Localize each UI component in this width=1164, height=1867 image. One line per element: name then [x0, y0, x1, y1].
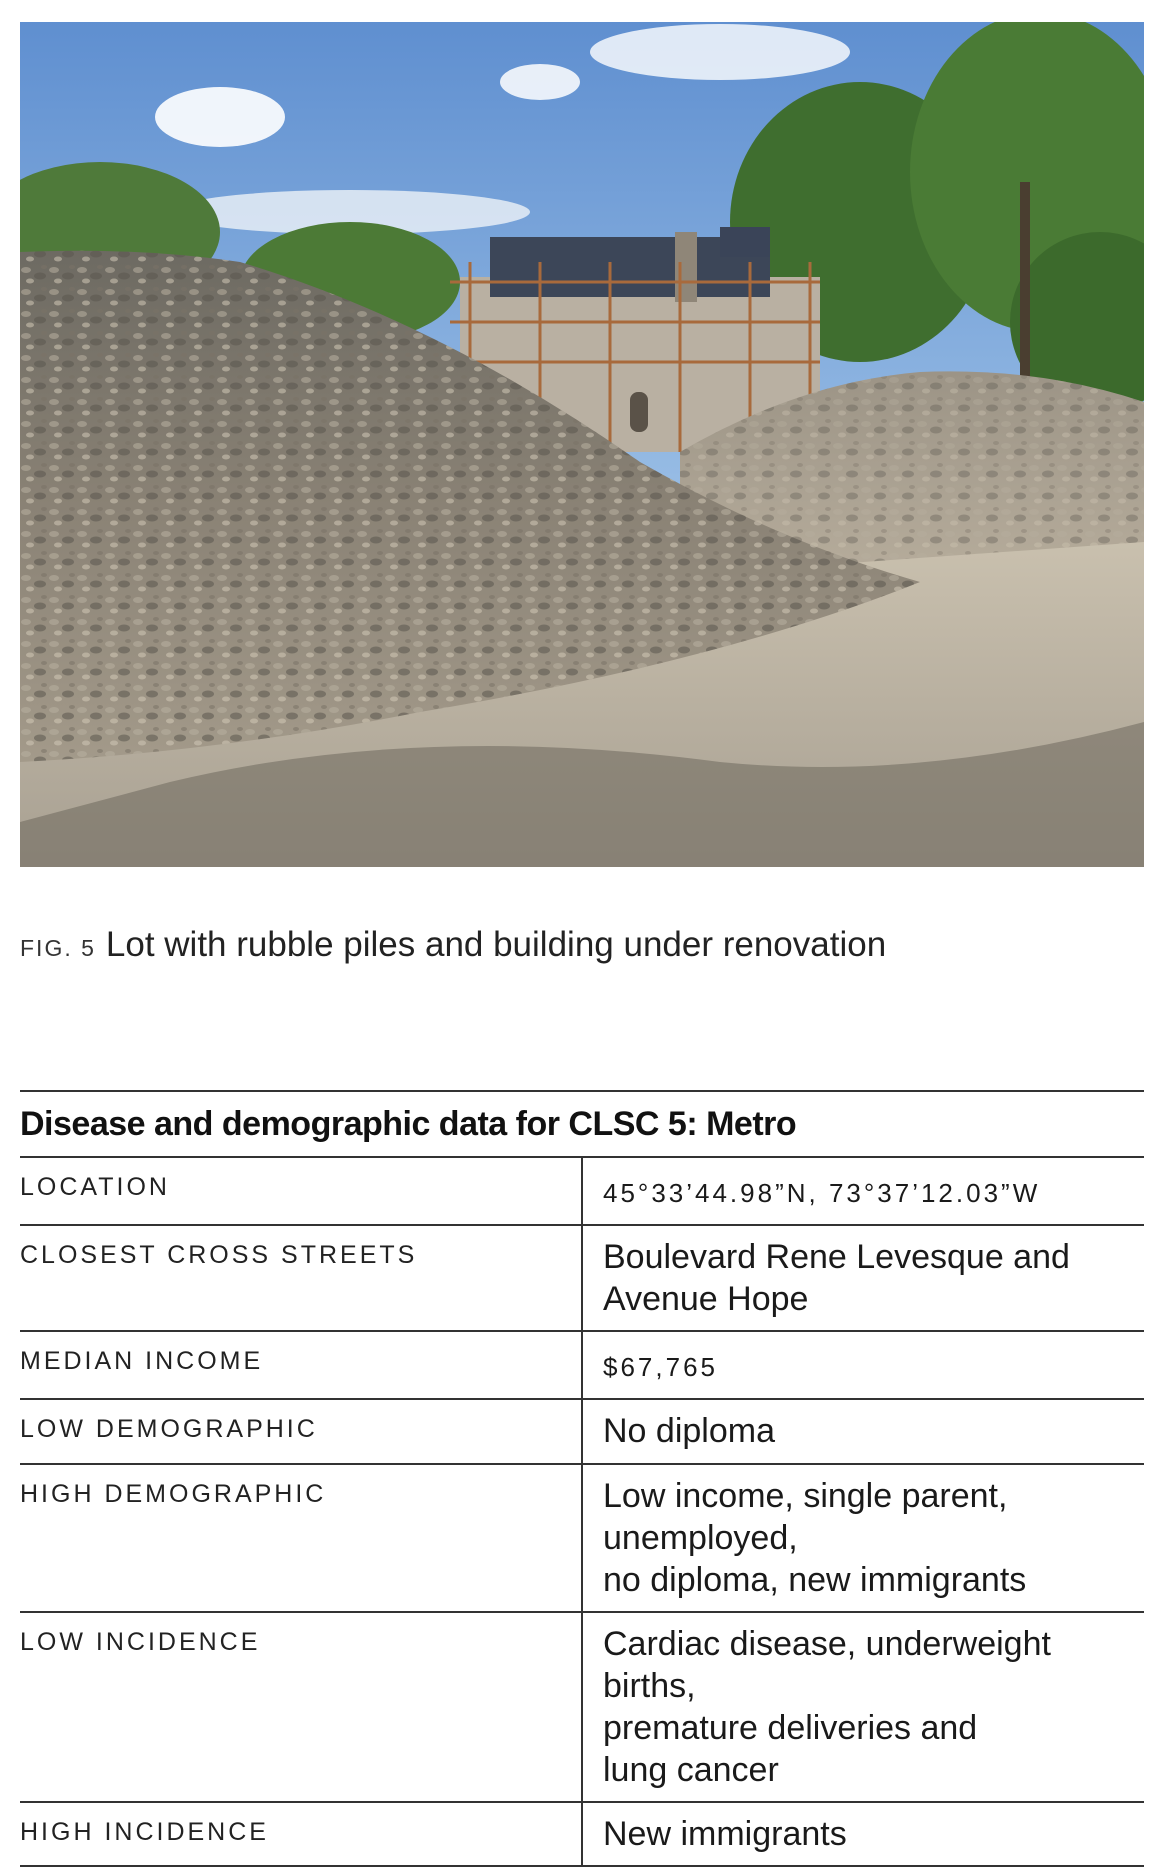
row-value-line: no diploma, new immigrants — [603, 1561, 1027, 1599]
row-value-line: Cardiac disease, underweight births, — [603, 1625, 1051, 1705]
row-label: HIGH DEMOGRAPHIC — [20, 1464, 582, 1612]
row-label: HIGH INCIDENCE — [20, 1802, 582, 1866]
demographic-data-table — [20, 1090, 1144, 1867]
photo-illustration — [20, 22, 1144, 867]
row-value-line: $67,765 — [603, 1352, 718, 1382]
row-value-line: New immigrants — [603, 1815, 847, 1853]
rubble-lot-photo — [20, 22, 1144, 867]
table-row — [20, 1802, 1144, 1866]
row-value-line: No diploma — [603, 1412, 775, 1450]
row-value-line: Low income, single parent, unemployed, — [603, 1477, 1008, 1557]
row-value-line: 45°33’44.98”N, 73°37’12.03”W — [603, 1178, 1041, 1208]
table-row — [20, 1225, 1144, 1331]
row-value — [582, 1612, 1144, 1802]
row-label: LOW INCIDENCE — [20, 1612, 582, 1802]
table-row — [20, 1612, 1144, 1802]
row-value-line: Boulevard Rene Levesque and Avenue Hope — [603, 1238, 1070, 1318]
figure-number: FIG. 5 — [20, 935, 96, 961]
row-label: LOCATION — [20, 1157, 582, 1225]
row-value-line: lung cancer — [603, 1751, 779, 1789]
table-row — [20, 1399, 1144, 1464]
row-value — [582, 1157, 1144, 1225]
table-row — [20, 1157, 1144, 1225]
figure-caption — [20, 925, 886, 965]
row-value — [582, 1331, 1144, 1399]
figure-caption-text: Lot with rubble piles and building under renovation — [105, 925, 887, 964]
row-value — [582, 1225, 1144, 1331]
row-label: LOW DEMOGRAPHIC — [20, 1399, 582, 1464]
table-title: Disease and demographic data for CLSC 5: Metro — [20, 1091, 1144, 1157]
row-label: CLOSEST CROSS STREETS — [20, 1225, 582, 1331]
row-value — [582, 1802, 1144, 1866]
row-value — [582, 1464, 1144, 1612]
table-row — [20, 1331, 1144, 1399]
table-row — [20, 1464, 1144, 1612]
row-value — [582, 1399, 1144, 1464]
row-value-line: premature deliveries and — [603, 1709, 978, 1747]
row-label: MEDIAN INCOME — [20, 1331, 582, 1399]
